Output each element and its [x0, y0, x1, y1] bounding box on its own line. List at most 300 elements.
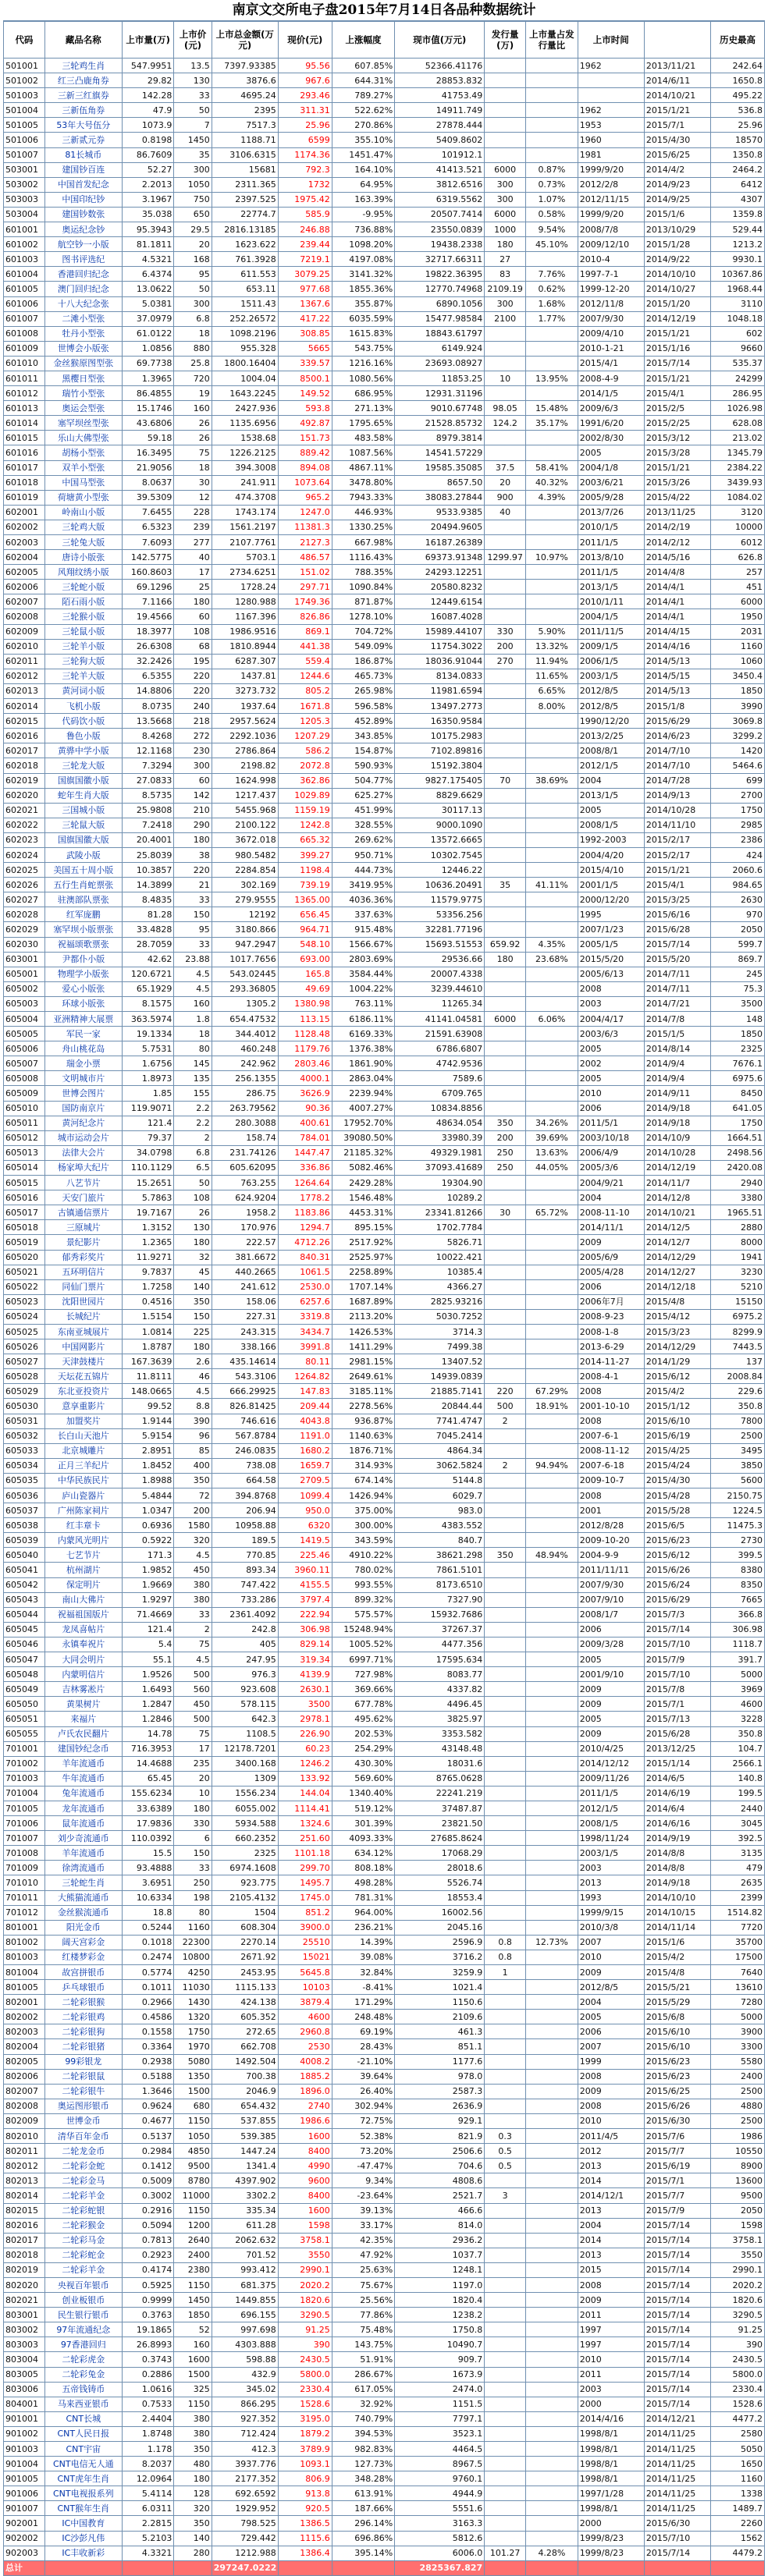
cell-issue-date: 2006/4/9: [578, 1145, 644, 1160]
cell-name: 鲁色小版: [44, 729, 122, 743]
cell-listed-qty: 0.8198: [122, 133, 174, 147]
cell-issue-qty: [485, 147, 526, 162]
cell-listed-ratio: [526, 743, 578, 758]
cell-gain: 171.29%: [332, 1995, 394, 2010]
cell-gain: 1098.20%: [332, 237, 394, 252]
cell-list-date: 2014/10/21: [644, 1205, 710, 1220]
cell-historic-high: 2050: [710, 2203, 764, 2218]
total-empty: [44, 2560, 122, 2575]
cell-market-value: 3523.1: [395, 2426, 485, 2441]
cell-listed-qty: 27.0833: [122, 773, 174, 788]
cell-historic-high: 2464.2: [710, 162, 764, 177]
cell-code: 602012: [4, 669, 45, 683]
table-row: [4, 1265, 765, 1279]
cell-issue-qty: [485, 1771, 526, 1786]
cell-current-price: 977.68: [278, 282, 332, 296]
cell-issue-qty: [485, 1101, 526, 1116]
cell-listed-amount: 654.432: [212, 2099, 278, 2113]
cell-issue-date: 2005/1/5: [578, 937, 644, 952]
cell-gain: 522.62%: [332, 103, 394, 118]
cell-historic-high: 390: [710, 2337, 764, 2352]
cell-code: 501007: [4, 147, 45, 162]
cell-market-value: 3716.2: [395, 1950, 485, 1964]
cell-listed-price: 450: [174, 1563, 212, 1577]
cell-issue-date: 2009/4/10: [578, 326, 644, 341]
cell-gain: 75.67%: [332, 2277, 394, 2292]
cell-list-date: 2015/7/14: [644, 2382, 710, 2397]
cell-listed-amount: 923.775: [212, 1875, 278, 1890]
cell-name: 五帝钱铸币: [44, 2382, 122, 2397]
table-row: [4, 2322, 765, 2337]
cell-listed-amount: 1217.437: [212, 788, 278, 803]
cell-listed-amount: 1623.622: [212, 237, 278, 252]
cell-listed-price: 19: [174, 386, 212, 401]
cell-listed-qty: 1.0347: [122, 1503, 174, 1518]
cell-listed-amount: 2105.4132: [212, 1890, 278, 1905]
cell-listed-qty: 34.0798: [122, 1145, 174, 1160]
cell-historic-high: 1359.8: [710, 207, 764, 222]
cell-historic-high: 1950: [710, 609, 764, 624]
cell-code: 901007: [4, 2501, 45, 2516]
cell-name: 乐山大佛型张: [44, 431, 122, 445]
cell-listed-ratio: [526, 1354, 578, 1369]
cell-issue-qty: [485, 1592, 526, 1607]
cell-listed-qty: 155.6234: [122, 1786, 174, 1801]
table-row: [4, 2188, 765, 2203]
cell-current-price: 656.45: [278, 907, 332, 922]
cell-historic-high: 1514.82: [710, 1905, 764, 1920]
cell-listed-qty: 0.7813: [122, 2233, 174, 2248]
cell-current-price: 1600: [278, 2129, 332, 2144]
cell-issue-qty: [485, 118, 526, 133]
table-row: [4, 2248, 765, 2262]
cell-listed-ratio: [526, 2218, 578, 2233]
cell-current-price: 1294.7: [278, 1220, 332, 1235]
cell-listed-price: 272: [174, 729, 212, 743]
cell-issue-date: 2014/12/1: [578, 2188, 644, 2203]
cell-gain: 300.00%: [332, 1518, 394, 1533]
cell-listed-price: 1600: [174, 2352, 212, 2367]
cell-name: 香港回归纪念: [44, 267, 122, 282]
cell-listed-qty: 1.8988: [122, 1473, 174, 1488]
cell-historic-high: 242.64: [710, 59, 764, 73]
cell-listed-qty: 1.8748: [122, 2426, 174, 2441]
cell-historic-high: 2050: [710, 922, 764, 937]
cell-listed-qty: 81.1811: [122, 237, 174, 252]
table-row: [4, 580, 765, 594]
cell-listed-amount: 692.6592: [212, 2486, 278, 2501]
cell-current-price: 8400: [278, 2188, 332, 2203]
cell-market-value: 41141.04581: [395, 1012, 485, 1027]
cell-listed-qty: 716.3953: [122, 1741, 174, 1756]
cell-market-value: 23550.0839: [395, 222, 485, 237]
cell-issue-qty: [485, 1190, 526, 1205]
cell-listed-price: 2.2: [174, 1116, 212, 1130]
cell-market-value: 4496.45: [395, 1697, 485, 1712]
cell-name: 沈阳世园片: [44, 1294, 122, 1309]
cell-listed-qty: 55.1: [122, 1652, 174, 1667]
cell-historic-high: 2031: [710, 624, 764, 639]
cell-historic-high: 602: [710, 326, 764, 341]
cell-current-price: 1367.6: [278, 296, 332, 311]
cell-gain: 14.39%: [332, 1935, 394, 1950]
cell-listed-qty: 8.1575: [122, 996, 174, 1011]
cell-issue-date: 2005/9/28: [578, 490, 644, 505]
cell-historic-high: 35700: [710, 1935, 764, 1950]
cell-list-date: 2015/1/21: [644, 863, 710, 878]
cell-issue-qty: [485, 981, 526, 996]
cell-listed-amount: 2957.5624: [212, 714, 278, 729]
cell-gain: 3478.80%: [332, 475, 394, 490]
cell-code: 602009: [4, 624, 45, 639]
cell-gain: 498.28%: [332, 1875, 394, 1890]
table-row: [4, 2501, 765, 2516]
cell-name: 唐诗小版张: [44, 550, 122, 565]
cell-listed-qty: 0.5774: [122, 1965, 174, 1980]
cell-issue-qty: [485, 2501, 526, 2516]
table-row: [4, 1279, 765, 1294]
cell-issue-date: 2015/5/20: [578, 952, 644, 967]
table-row: [4, 2262, 765, 2277]
cell-code: 602005: [4, 565, 45, 580]
cell-listed-price: 60: [174, 609, 212, 624]
cell-listed-price: 1850: [174, 2308, 212, 2322]
cell-list-date: 2015/1/5: [644, 1027, 710, 1041]
cell-name: 中国首发纪念: [44, 177, 122, 192]
cell-code: 605034: [4, 1458, 45, 1473]
cell-list-date: 2015/7/14: [644, 2352, 710, 2367]
cell-listed-ratio: [526, 1294, 578, 1309]
cell-historic-high: 3120: [710, 505, 764, 520]
cell-current-price: 829.14: [278, 1637, 332, 1652]
cell-listed-qty: 5.0381: [122, 296, 174, 311]
cell-listed-price: 880: [174, 341, 212, 356]
cell-listed-qty: 5.9154: [122, 1428, 174, 1443]
cell-issue-date: 1999/8/23: [578, 2531, 644, 2546]
cell-listed-qty: 1073.9: [122, 118, 174, 133]
cell-listed-qty: 4.5321: [122, 252, 174, 267]
cell-gain: 452.89%: [332, 714, 394, 729]
cell-name: 美国五十周小版: [44, 863, 122, 878]
cell-gain: 1005.52%: [332, 1637, 394, 1652]
cell-listed-ratio: [526, 1652, 578, 1667]
cell-current-price: 2530: [278, 2039, 332, 2054]
table-row: [4, 1637, 765, 1652]
cell-market-value: 840.7: [395, 1533, 485, 1548]
cell-code: 605044: [4, 1607, 45, 1622]
cell-market-value: 8083.77: [395, 1667, 485, 1682]
cell-listed-qty: 1.6756: [122, 1056, 174, 1071]
cell-list-date: 2014/12/27: [644, 1265, 710, 1279]
cell-code: 605024: [4, 1309, 45, 1324]
cell-list-date: 2015/6/29: [644, 1592, 710, 1607]
cell-issue-date: 2007/9/30: [578, 1577, 644, 1592]
cell-name: 三国城小版: [44, 803, 122, 818]
cell-listed-amount: 440.2665: [212, 1265, 278, 1279]
cell-market-value: 12449.6154: [395, 594, 485, 609]
cell-code: 803004: [4, 2352, 45, 2367]
cell-issue-date: 2009: [578, 1726, 644, 1741]
cell-code: 503004: [4, 207, 45, 222]
table-row: [4, 952, 765, 967]
cell-list-date: 2014/7/11: [644, 981, 710, 996]
cell-listed-price: 160: [174, 401, 212, 416]
cell-issue-qty: [485, 1920, 526, 1935]
cell-name: 同仙门票片: [44, 1279, 122, 1294]
cell-listed-price: 1450: [174, 2293, 212, 2308]
cell-listed-amount: 923.608: [212, 1682, 278, 1697]
cell-listed-amount: 286.75: [212, 1086, 278, 1101]
cell-current-price: 1447.47: [278, 1145, 332, 1160]
cell-listed-qty: 1.2847: [122, 1697, 174, 1712]
cell-gain: 328.55%: [332, 818, 394, 832]
cell-historic-high: 1562: [710, 2531, 764, 2546]
cell-issue-date: 1999/9/15: [578, 1905, 644, 1920]
cell-listed-qty: 1.9526: [122, 1667, 174, 1682]
cell-issue-qty: [485, 803, 526, 818]
table-row: [4, 222, 765, 237]
table-row: [4, 1980, 765, 1995]
cell-name: 建国钞数张: [44, 207, 122, 222]
cell-issue-qty: 2109.19: [485, 282, 526, 296]
cell-historic-high: 3069.8: [710, 714, 764, 729]
cell-market-value: 7499.38: [395, 1339, 485, 1354]
cell-listed-ratio: [526, 1279, 578, 1294]
cell-listed-amount: 826.81425: [212, 1399, 278, 1414]
cell-current-price: 1174.36: [278, 147, 332, 162]
cell-gain: 6997.71%: [332, 1652, 394, 1667]
cell-listed-qty: 19.1865: [122, 2322, 174, 2337]
cell-listed-price: 40: [174, 550, 212, 565]
cell-issue-qty: 900: [485, 490, 526, 505]
cell-historic-high: 5000: [710, 2010, 764, 2024]
cell-code: 601009: [4, 341, 45, 356]
cell-market-value: 16350.9584: [395, 714, 485, 729]
cell-listed-ratio: [526, 2471, 578, 2486]
cell-listed-amount: 1511.43: [212, 296, 278, 311]
table-row: [4, 2203, 765, 2218]
cell-issue-date: 2007/9/30: [578, 311, 644, 326]
cell-code: 802017: [4, 2233, 45, 2248]
cell-issue-date: 2009: [578, 1682, 644, 1697]
cell-listed-amount: 6287.307: [212, 654, 278, 669]
cell-issue-qty: 124.2: [485, 416, 526, 431]
cell-current-price: 441.38: [278, 639, 332, 654]
cell-current-price: 80.11: [278, 1354, 332, 1369]
cell-list-date: 2014/7/10: [644, 743, 710, 758]
cell-gain: 686.95%: [332, 386, 394, 401]
cell-code: 605028: [4, 1369, 45, 1384]
cell-market-value: 52366.41176: [395, 59, 485, 73]
cell-listed-price: 330: [174, 1816, 212, 1831]
cell-name: CNT宇宙: [44, 2442, 122, 2457]
total-empty: [578, 2560, 644, 2575]
cell-current-price: 805.2: [278, 683, 332, 698]
cell-market-value: 3812.6516: [395, 177, 485, 192]
cell-code: 802016: [4, 2218, 45, 2233]
cell-historic-high: 535.37: [710, 356, 764, 371]
cell-listed-qty: 7.6093: [122, 535, 174, 550]
cell-market-value: 9827.175405: [395, 773, 485, 788]
cell-issue-qty: 2: [485, 1414, 526, 1428]
cell-list-date: 2015/4/30: [644, 133, 710, 147]
cell-issue-date: 2007: [578, 1935, 644, 1950]
cell-current-price: 299.70: [278, 1861, 332, 1875]
cell-issue-date: 2012/8/28: [578, 1518, 644, 1533]
cell-code: 902003: [4, 2546, 45, 2560]
cell-market-value: 10834.8856: [395, 1101, 485, 1116]
cell-list-date: 2014/4/1: [644, 609, 710, 624]
cell-listed-price: 350: [174, 1473, 212, 1488]
cell-listed-amount: 1958.2: [212, 1205, 278, 1220]
cell-current-price: 3319.8: [278, 1309, 332, 1324]
cell-gain: 348.28%: [332, 2471, 394, 2486]
cell-listed-amount: 158.74: [212, 1130, 278, 1145]
header-listed-qty: 上市量(万): [122, 22, 174, 59]
cell-issue-date: 2005: [578, 1652, 644, 1667]
table-row: [4, 207, 765, 222]
cell-list-date: 2015/7/1: [644, 118, 710, 133]
cell-list-date: 2015/2/5: [644, 401, 710, 416]
cell-current-price: 1495.7: [278, 1875, 332, 1890]
cell-listed-ratio: 10.97%: [526, 550, 578, 565]
cell-listed-qty: 142.5775: [122, 550, 174, 565]
table-row: [4, 2531, 765, 2546]
cell-list-date: 2014/7/11: [644, 967, 710, 981]
cell-listed-qty: 3.6951: [122, 1875, 174, 1890]
cell-listed-amount: 537.855: [212, 2113, 278, 2128]
cell-name: 风翔纹绣小版: [44, 565, 122, 580]
cell-market-value: 4366.27: [395, 1279, 485, 1294]
cell-listed-amount: 729.442: [212, 2531, 278, 2546]
cell-issue-date: 2008: [578, 1384, 644, 1399]
cell-listed-ratio: [526, 2293, 578, 2308]
cell-listed-qty: 19.4566: [122, 609, 174, 624]
cell-historic-high: 3450.4: [710, 669, 764, 683]
cell-code: 901002: [4, 2426, 45, 2441]
cell-current-price: 8400: [278, 2144, 332, 2159]
table-row: [4, 758, 765, 773]
cell-issue-qty: 0.5: [485, 2144, 526, 2159]
table-row: [4, 73, 765, 88]
cell-name: 二轮彩银牛: [44, 2084, 122, 2099]
table-row: [4, 1920, 765, 1935]
cell-historic-high: 148: [710, 1012, 764, 1027]
cell-name: 二轮彩羊金: [44, 2262, 122, 2277]
cell-current-price: 399.27: [278, 847, 332, 862]
table-row: [4, 1414, 765, 1428]
cell-issue-qty: [485, 1309, 526, 1324]
cell-gain: 1426.53%: [332, 1324, 394, 1339]
cell-code: 602022: [4, 818, 45, 832]
cell-code: 803005: [4, 2367, 45, 2382]
table-row: [4, 133, 765, 147]
cell-listed-price: 400: [174, 1458, 212, 1473]
cell-historic-high: 984.65: [710, 878, 764, 892]
cell-listed-ratio: [526, 1667, 578, 1682]
cell-market-value: 20007.4338: [395, 967, 485, 981]
cell-listed-qty: 0.1412: [122, 2159, 174, 2173]
cell-issue-qty: [485, 847, 526, 862]
cell-current-price: 920.5: [278, 2501, 332, 2516]
cell-issue-qty: 35: [485, 878, 526, 892]
cell-issue-qty: [485, 2099, 526, 2113]
cell-current-price: 2978.1: [278, 1712, 332, 1726]
table-row: [4, 1190, 765, 1205]
cell-name: 二轮彩金蛇: [44, 2159, 122, 2173]
cell-issue-date: 2003: [578, 1861, 644, 1875]
cell-name: 来福片: [44, 1712, 122, 1726]
cell-list-date: 2015/7/3: [644, 1607, 710, 1622]
cell-name: 二轮彩银猴: [44, 1995, 122, 2010]
cell-listed-ratio: 11.94%: [526, 654, 578, 669]
cell-listed-qty: 0.1018: [122, 1935, 174, 1950]
cell-name: 天津鼓楼片: [44, 1354, 122, 1369]
cell-issue-date: 2011/1/5: [578, 535, 644, 550]
cell-issue-date: 2008: [578, 2099, 644, 2113]
cell-current-price: 3797.4: [278, 1592, 332, 1607]
cell-name: 三轮鼠小版: [44, 624, 122, 639]
cell-listed-price: 140: [174, 1279, 212, 1294]
cell-gain: 704.72%: [332, 624, 394, 639]
cell-list-date: 2015/1/14: [644, 1756, 710, 1771]
cell-listed-qty: 1.9669: [122, 1577, 174, 1592]
cell-code: 605018: [4, 1220, 45, 1235]
cell-listed-ratio: [526, 88, 578, 103]
cell-gain: 549.09%: [332, 639, 394, 654]
cell-issue-date: 2015/4/1: [578, 356, 644, 371]
cell-listed-qty: 1.8452: [122, 1458, 174, 1473]
cell-historic-high: 7676.1: [710, 1056, 764, 1071]
cell-issue-qty: [485, 2113, 526, 2128]
cell-current-price: 90.36: [278, 1101, 332, 1116]
cell-issue-qty: [485, 683, 526, 698]
cell-code: 503003: [4, 192, 45, 207]
cell-listed-amount: 3106.6315: [212, 147, 278, 162]
cell-current-price: 1896.0: [278, 2084, 332, 2099]
cell-gain: 6169.33%: [332, 1027, 394, 1041]
table-row: [4, 818, 765, 832]
cell-issue-qty: 300: [485, 192, 526, 207]
table-row: [4, 1458, 765, 1473]
cell-code: 601010: [4, 356, 45, 371]
cell-gain: 21185.32%: [332, 1145, 394, 1160]
cell-listed-amount: 3302.2: [212, 2188, 278, 2203]
cell-gain: 2258.89%: [332, 1265, 394, 1279]
cell-name: 黄河词小版: [44, 683, 122, 698]
cell-listed-price: 17: [174, 565, 212, 580]
cell-code: 901001: [4, 2411, 45, 2426]
cell-market-value: 1238.2: [395, 2308, 485, 2322]
cell-historic-high: 4307: [710, 192, 764, 207]
cell-gain: 993.55%: [332, 1577, 394, 1592]
total-empty: [644, 2560, 710, 2575]
cell-listed-price: 6: [174, 1831, 212, 1846]
cell-historic-high: 424: [710, 847, 764, 862]
cell-name: 荷塘黄小型张: [44, 490, 122, 505]
cell-issue-qty: 37.5: [485, 460, 526, 475]
cell-listed-price: 230: [174, 743, 212, 758]
cell-list-date: 2014/9/22: [644, 252, 710, 267]
cell-listed-price: 2.2: [174, 1101, 212, 1116]
table-row: [4, 1160, 765, 1175]
cell-issue-qty: [485, 2337, 526, 2352]
cell-code: 503001: [4, 162, 45, 177]
cell-listed-ratio: [526, 1831, 578, 1846]
cell-historic-high: 2430.5: [710, 2352, 764, 2367]
table-row: [4, 505, 765, 520]
cell-historic-high: 10550: [710, 2144, 764, 2159]
